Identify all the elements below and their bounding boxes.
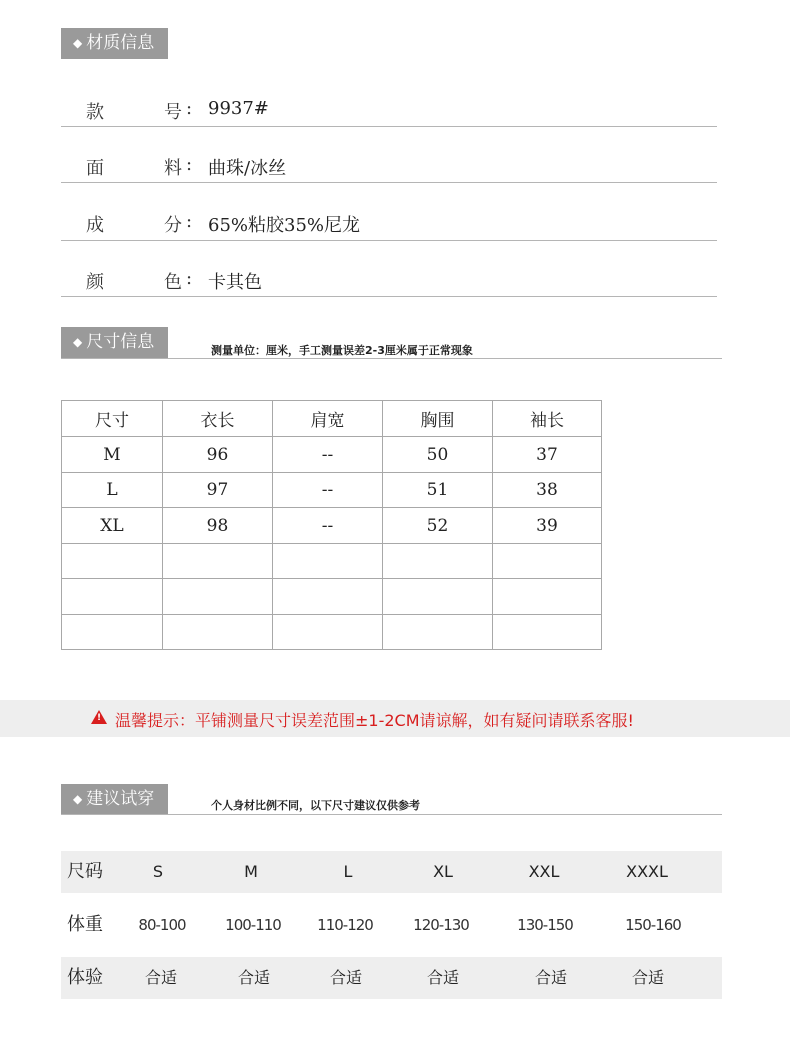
size-cell: L [343, 862, 353, 881]
suggestion-row-size [61, 851, 722, 893]
fit-cell: 合适 [237, 968, 271, 987]
suggestion-row-weight [61, 904, 722, 946]
row-label: 尺码 [67, 861, 103, 882]
diamond-icon: ◆ [73, 792, 83, 806]
table-cell [273, 615, 383, 650]
fit-cell: 合适 [329, 968, 363, 987]
table-row [62, 579, 602, 615]
material-value: 曲珠/冰丝 [208, 158, 287, 179]
table-cell [62, 615, 163, 650]
fit-cell: 合适 [534, 968, 568, 987]
size-section-note: 测量单位：厘米，手工测量误差2-3厘米属于正常现象 [211, 344, 473, 357]
table-row [62, 615, 602, 650]
suggestion-row-fit [61, 957, 722, 999]
table-cell: 96 [163, 437, 273, 473]
suggestion-section-tag [61, 784, 168, 815]
table-row [62, 437, 602, 473]
size-cell: M [244, 862, 258, 881]
table-cell [493, 579, 602, 615]
divider [61, 126, 717, 127]
table-cell [383, 615, 493, 650]
header-cell: 袖长 [493, 401, 602, 437]
material-value: 9937# [208, 98, 269, 119]
fit-cell: 合适 [144, 968, 178, 987]
table-cell: M [62, 437, 163, 473]
size-cell: XXXL [626, 862, 668, 881]
table-cell: 51 [383, 473, 493, 508]
warning-text: 温馨提示：平铺测量尺寸误差范围±1-2CM请谅解，如有疑问请联系客服! [115, 711, 634, 730]
table-cell: 37 [493, 437, 602, 473]
size-cell: XXL [528, 862, 560, 881]
diamond-icon: ◆ [73, 36, 83, 50]
weight-cell: 120-130 [413, 916, 469, 934]
warning-triangle-icon [91, 710, 107, 724]
header-cell: 尺寸 [62, 401, 163, 437]
table-cell [493, 615, 602, 650]
fit-cell: 合适 [426, 968, 460, 987]
table-cell [493, 544, 602, 579]
weight-cell: 130-150 [517, 916, 573, 934]
fit-cell: 合适 [631, 968, 665, 987]
suggestion-section-note: 个人身材比例不同，以下尺寸建议仅供参考 [211, 799, 420, 812]
table-cell: 98 [163, 508, 273, 544]
table-cell: 39 [493, 508, 602, 544]
size-cell: S [152, 862, 164, 881]
suggestion-section-title: 建议试穿 [86, 789, 155, 809]
material-value: 65%粘胶35%尼龙 [208, 215, 361, 236]
table-cell: 50 [383, 437, 493, 473]
table-cell [273, 544, 383, 579]
size-cell: XL [433, 862, 453, 881]
table-cell: -- [273, 437, 383, 473]
warning-banner [0, 700, 790, 737]
table-cell: 38 [493, 473, 602, 508]
size-table [61, 400, 602, 650]
table-cell [383, 579, 493, 615]
table-cell: 97 [163, 473, 273, 508]
divider [61, 296, 717, 297]
material-section-tag [61, 28, 168, 59]
weight-cell: 80-100 [138, 916, 186, 934]
table-cell [62, 579, 163, 615]
material-section-title: 材质信息 [86, 33, 155, 53]
table-cell: -- [273, 473, 383, 508]
table-cell: 52 [383, 508, 493, 544]
weight-cell: 100-110 [225, 916, 281, 934]
material-value: 卡其色 [208, 272, 262, 293]
row-label: 体重 [67, 914, 103, 935]
diamond-icon: ◆ [73, 335, 83, 349]
divider [61, 240, 717, 241]
size-section-tag [61, 327, 168, 358]
table-header-row [62, 401, 602, 437]
header-cell: 肩宽 [273, 401, 383, 437]
header-cell: 衣长 [163, 401, 273, 437]
table-cell: L [62, 473, 163, 508]
header-cell: 胸围 [383, 401, 493, 437]
table-row [62, 508, 602, 544]
table-row [62, 473, 602, 508]
table-cell [383, 544, 493, 579]
weight-cell: 150-160 [625, 916, 681, 934]
table-cell [163, 544, 273, 579]
table-cell [163, 615, 273, 650]
table-cell: -- [273, 508, 383, 544]
table-cell [163, 579, 273, 615]
weight-cell: 110-120 [317, 916, 373, 934]
table-row [62, 544, 602, 579]
table-cell [273, 579, 383, 615]
divider [61, 358, 722, 359]
table-cell [62, 544, 163, 579]
divider [61, 182, 717, 183]
table-cell: XL [62, 508, 163, 544]
divider [61, 814, 722, 815]
size-section-title: 尺寸信息 [86, 332, 155, 352]
row-label: 体验 [67, 967, 103, 988]
